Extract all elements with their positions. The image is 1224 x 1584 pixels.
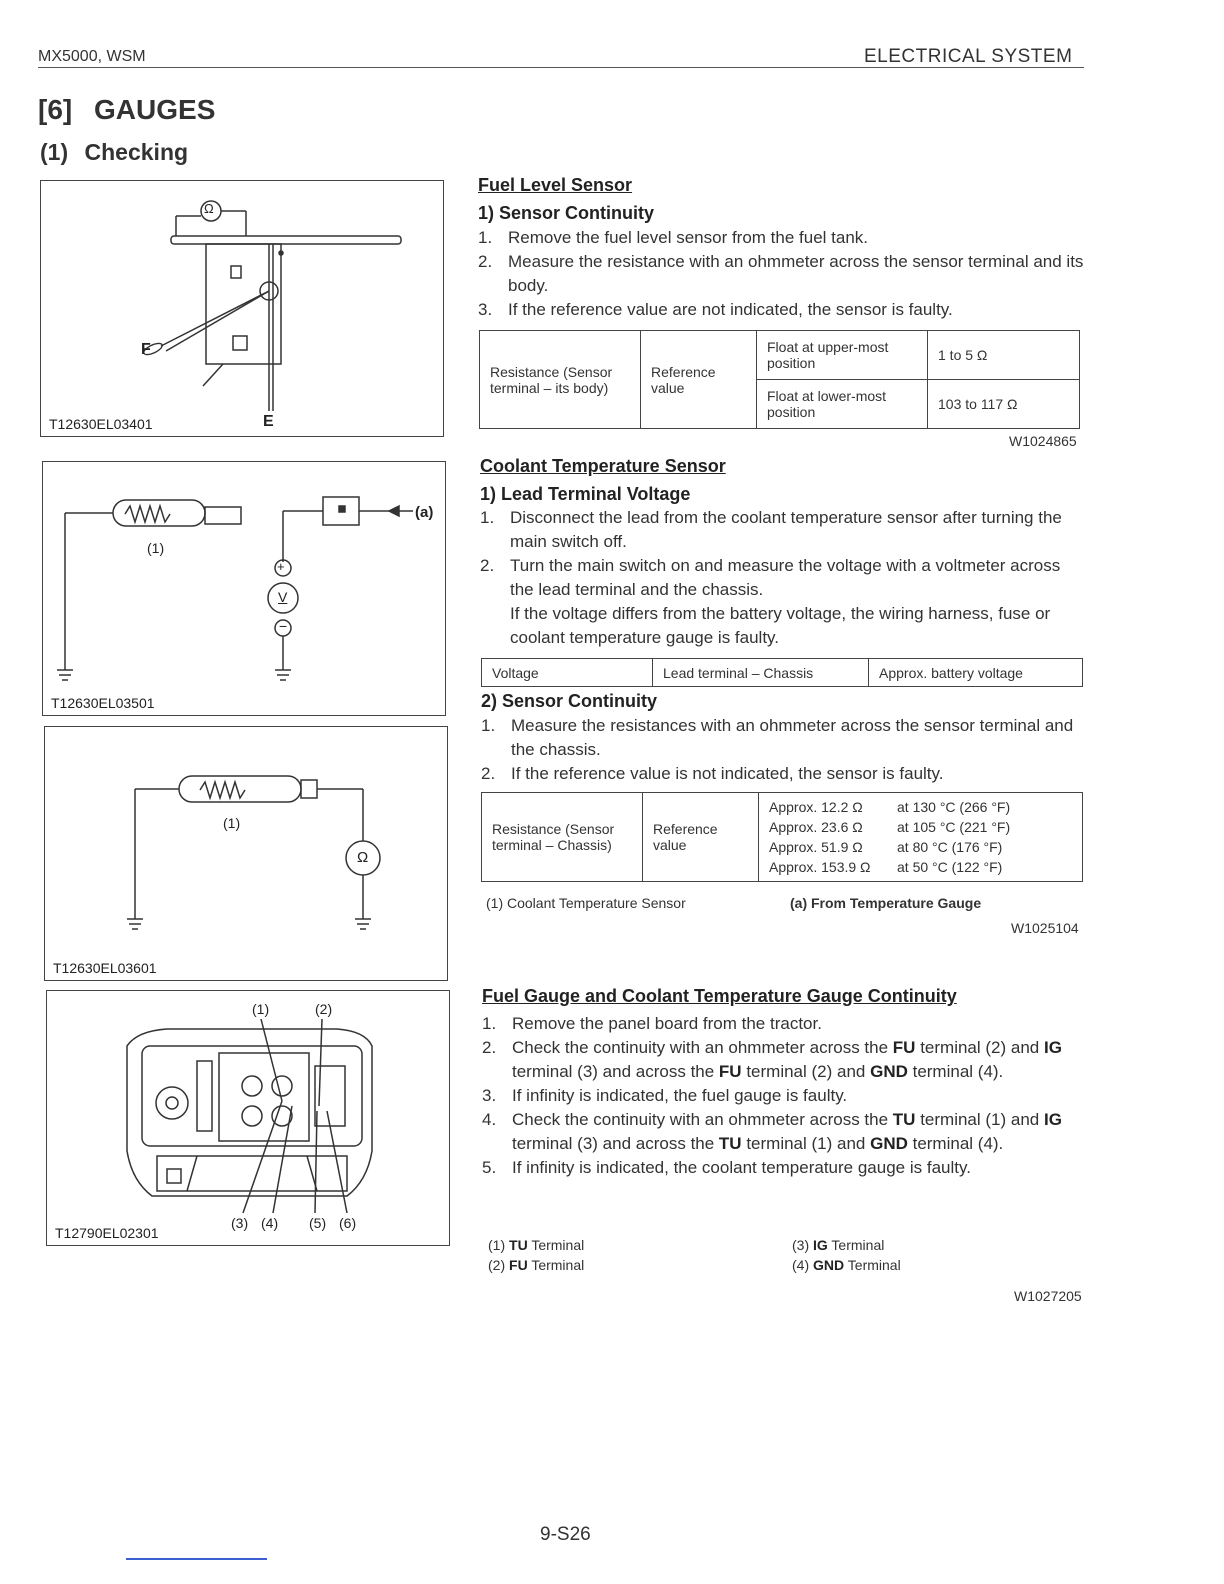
fuel-level-steps <box>478 226 1088 322</box>
ohm-symbol: Ω <box>357 849 369 866</box>
figure-id: T12630EL03401 <box>49 416 153 432</box>
coolant-voltage-steps <box>480 506 1088 650</box>
step-item: 4. Check the continuity with an ohmmeter across the TU terminal (1) and IG terminal (3) and across the TU terminal (1) and GND terminal (4). <box>482 1110 1062 1153</box>
legend-fu-terminal: (2) FU Terminal <box>488 1257 585 1273</box>
bottom-accent-line <box>126 1558 267 1560</box>
plus-sign: + <box>277 559 285 574</box>
page-number: 9-S26 <box>540 1524 591 1545</box>
coolant-resistance-table <box>481 792 1083 882</box>
subsection-number: (1) <box>40 139 69 165</box>
header-manual-name: MX5000, WSM <box>38 48 146 65</box>
step-item: 3. If the reference value are not indicated, the sensor is faulty. <box>478 300 953 319</box>
section-name: GAUGES <box>94 94 216 125</box>
lead-terminal-voltage-heading: 1) Lead Terminal Voltage <box>480 484 691 504</box>
step-item: 2. Turn the main switch on and measure the voltage with a voltmeter across the lead terminal and the chassis. <box>480 556 1061 599</box>
label-3: (3) <box>231 1215 249 1231</box>
label-1: (1) <box>252 1001 270 1017</box>
lower-value-cell: 103 to 117 Ω <box>928 380 1080 429</box>
sensor-continuity-heading: 1) Sensor Continuity <box>478 203 655 223</box>
step-item: 1. Measure the resistances with an ohmmeter across the sensor terminal and the chassis. <box>481 716 1074 759</box>
figure-id: T12630EL03501 <box>51 695 155 711</box>
step-item: 1. Remove the fuel level sensor from the fuel tank. <box>478 228 869 247</box>
label-4: (4) <box>261 1215 279 1231</box>
battery-voltage-cell: Approx. battery voltage <box>869 659 1083 687</box>
figure-panel-board <box>46 990 450 1246</box>
float-upper-cell: Float at upper-most position <box>757 331 928 380</box>
section-number: [6] <box>38 94 73 125</box>
coolant-sensor-continuity-heading: 2) Sensor Continuity <box>481 691 658 711</box>
coolant-continuity-steps <box>481 714 1089 786</box>
legend-tu-terminal: (1) TU Terminal <box>488 1237 585 1253</box>
subsection-title <box>40 139 188 166</box>
resistance-values-cell <box>759 793 1083 882</box>
figure-sensor-continuity-circuit <box>44 726 448 981</box>
label-1: (1) <box>223 815 241 831</box>
coolant-sensor-heading: Coolant Temperature Sensor <box>480 456 726 476</box>
resistance-row: Approx. 12.2 Ω at 130 °C (266 °F) <box>769 799 1011 815</box>
figure-lead-voltage-circuit <box>42 461 446 716</box>
subsection-name: Checking <box>84 139 189 165</box>
gauge-continuity-heading: Fuel Gauge and Coolant Temperature Gauge Continuity <box>482 986 957 1006</box>
fuel-sensor-drawing <box>41 181 445 438</box>
step-item: 3. If infinity is indicated, the fuel gauge is faulty. <box>482 1086 848 1105</box>
ohm-symbol: Ω <box>204 201 214 216</box>
legend-ig-terminal: (3) IG Terminal <box>792 1237 885 1253</box>
step-item: 2. Measure the resistance with an ohmmeter across the sensor terminal and its body. <box>478 252 1084 295</box>
label-a: (a) <box>415 504 434 521</box>
label-1: (1) <box>147 540 165 556</box>
step-note: If the voltage differs from the battery voltage, the wiring harness, fuse or coolant temperature gauge is faulty. <box>510 604 1051 647</box>
legend-coolant-sensor: (1) Coolant Temperature Sensor <box>486 895 686 911</box>
panel-board-drawing <box>47 991 451 1247</box>
voltage-circuit-drawing <box>43 462 447 717</box>
step-item: 5. If infinity is indicated, the coolant temperature gauge is faulty. <box>482 1158 971 1177</box>
label-f: F <box>141 341 151 358</box>
header-section-name: ELECTRICAL SYSTEM <box>864 46 1073 67</box>
label-6: (6) <box>339 1215 357 1231</box>
figure-fuel-level-sensor <box>40 180 444 437</box>
voltage-spec-table <box>481 658 1083 687</box>
voltmeter-symbol: V <box>278 589 288 605</box>
section-title <box>38 94 215 126</box>
lead-terminal-cell: Lead terminal – Chassis <box>653 659 869 687</box>
voltage-cell: Voltage <box>482 659 653 687</box>
figure-id: T12630EL03601 <box>53 960 157 976</box>
figure-id: T12790EL02301 <box>55 1225 159 1241</box>
step-item: 1. Remove the panel board from the tractor. <box>482 1014 822 1033</box>
legend-gnd-terminal: (4) GND Terminal <box>792 1257 901 1273</box>
upper-value-cell: 1 to 5 Ω <box>928 331 1080 380</box>
reference-cell: Reference value <box>641 331 757 429</box>
resistance-cell: Resistance (Sensor terminal – Chassis) <box>482 793 643 882</box>
ohm-circuit-drawing <box>45 727 449 982</box>
resistance-row: Approx. 153.9 Ω at 50 °C (122 °F) <box>769 859 1003 875</box>
float-lower-cell: Float at lower-most position <box>757 380 928 429</box>
resistance-cell: Resistance (Sensor terminal – its body) <box>480 331 641 429</box>
reference-cell: Reference value <box>643 793 759 882</box>
doc-code: W1025104 <box>1011 920 1079 936</box>
label-2: (2) <box>315 1001 333 1017</box>
header-rule <box>38 67 1084 68</box>
fuel-level-sensor-heading: Fuel Level Sensor <box>478 175 633 195</box>
minus-sign: − <box>279 618 288 634</box>
legend-from-temp-gauge: (a) From Temperature Gauge <box>790 895 982 911</box>
label-5: (5) <box>309 1215 327 1231</box>
doc-code: W1024865 <box>1009 433 1077 449</box>
step-item: 2. If the reference value is not indicated, the sensor is faulty. <box>481 764 944 783</box>
step-item: 2. Check the continuity with an ohmmeter across the FU terminal (2) and IG terminal (3) and across the FU terminal (2) and GND terminal (4). <box>482 1038 1062 1081</box>
doc-code: W1027205 <box>1014 1288 1082 1304</box>
step-item: 1. Disconnect the lead from the coolant temperature sensor after turning the main switch off. <box>480 508 1062 551</box>
resistance-row: Approx. 23.6 Ω at 105 °C (221 °F) <box>769 819 1011 835</box>
fuel-level-spec-table <box>479 330 1080 429</box>
resistance-row: Approx. 51.9 Ω at 80 °C (176 °F) <box>769 839 1003 855</box>
label-e: E <box>263 413 274 430</box>
gauge-continuity-steps <box>482 1012 1094 1180</box>
